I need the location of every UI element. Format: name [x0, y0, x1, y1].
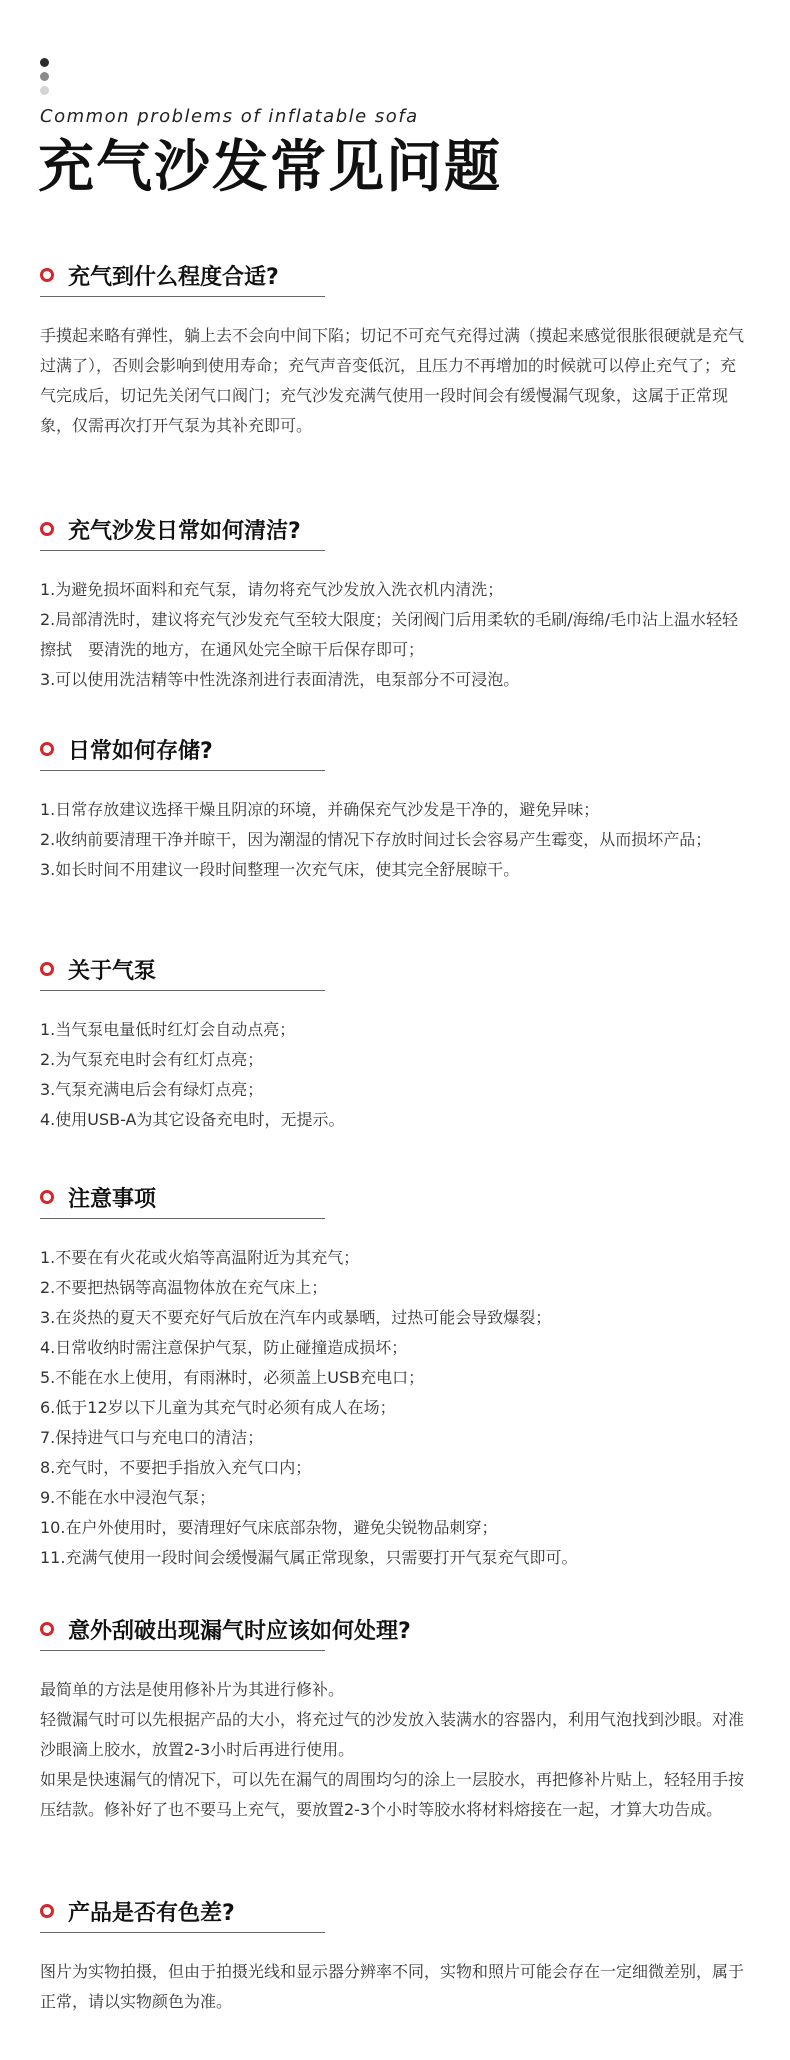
red-ring-icon — [40, 522, 54, 536]
section-leak-repair — [40, 1612, 750, 1825]
dot-dark — [40, 58, 49, 67]
section-header — [40, 952, 750, 986]
section-body — [40, 1243, 750, 1573]
section-divider — [40, 1650, 325, 1651]
section-divider — [40, 1218, 325, 1219]
section-color-difference — [40, 1894, 750, 2017]
section-title: 日常如何存储? — [68, 738, 213, 764]
paragraph: 如果是快速漏气的情况下，可以先在漏气的周围均匀的涂上一层胶水，再把修补片贴上，轻轻用手按压结款。修补好了也不要马上充气，要放置2-3个小时等胶水将材料熔接在一起，才算大功告成。 — [40, 1770, 745, 1819]
list-item: 4.日常收纳时需注意保护气泵，防止碰撞造成损坏； — [40, 1338, 408, 1357]
list-item: 3.可以使用洗洁精等中性洗涤剂进行表面清洗，电泵部分不可浸泡。 — [40, 670, 520, 689]
section-body — [40, 1675, 750, 1825]
section-header — [40, 1612, 750, 1646]
section-body — [40, 1015, 750, 1135]
decorative-dots — [40, 58, 50, 100]
dot-mid — [40, 72, 49, 81]
section-title: 产品是否有色差? — [68, 1900, 235, 1926]
section-divider — [40, 770, 325, 771]
section-header — [40, 1180, 750, 1214]
paragraph: 最简单的方法是使用修补片为其进行修补。 — [40, 1680, 345, 1699]
section-header — [40, 1894, 750, 1928]
paragraph: 图片为实物拍摄，但由于拍摄光线和显示器分辨率不同，实物和照片可能会存在一定细微差别，属于正常，请以实物颜色为准。 — [40, 1962, 745, 2011]
list-item: 2.为气泵充电时会有红灯点亮； — [40, 1050, 264, 1069]
list-item: 8.充气时，不要把手指放入充气口内； — [40, 1458, 312, 1477]
list-item: 3.气泵充满电后会有绿灯点亮； — [40, 1080, 264, 1099]
section-header — [40, 512, 750, 546]
red-ring-icon — [40, 268, 54, 282]
section-divider — [40, 1932, 325, 1933]
section-divider — [40, 550, 325, 551]
list-item: 1.不要在有火花或火焰等高温附近为其充气； — [40, 1248, 360, 1267]
section-title: 关于气泵 — [68, 958, 157, 984]
section-body — [40, 575, 750, 695]
section-header — [40, 258, 750, 292]
page-title: 充气沙发常见问题 — [38, 135, 502, 200]
list-item: 10.在户外使用时，要清理好气床底部杂物，避免尖锐物品刺穿； — [40, 1518, 498, 1537]
paragraph: 手摸起来略有弹性，躺上去不会向中间下陷；切记不可充气充得过满（摸起来感觉很胀很硬就是充气过满了），否则会影响到使用寿命；充气声音变低沉，且压力不再增加的时候就可以停止充气了；充气完成后，切记先关闭气口阀门；充气沙发充满气使用一段时间会有缓慢漏气现象，这属于正常现象，仅需再次打开气泵为其补充即可。 — [40, 326, 745, 435]
list-item: 7.保持进气口与充电口的清洁； — [40, 1428, 264, 1447]
red-ring-icon — [40, 742, 54, 756]
section-inflation-level — [40, 258, 750, 441]
section-title: 意外刮破出现漏气时应该如何处理? — [68, 1618, 411, 1644]
section-title: 注意事项 — [68, 1186, 157, 1212]
section-divider — [40, 296, 325, 297]
section-air-pump — [40, 952, 750, 1135]
section-title: 充气到什么程度合适? — [68, 264, 279, 290]
paragraph: 轻微漏气时可以先根据产品的大小，将充过气的沙发放入装满水的容器内，利用气泡找到沙眼。对准沙眼滴上胶水，放置2-3小时后再进行使用。 — [40, 1710, 745, 1759]
red-ring-icon — [40, 1622, 54, 1636]
section-precautions — [40, 1180, 750, 1573]
list-item: 6.低于12岁以下儿童为其充气时必须有成人在场； — [40, 1398, 396, 1417]
list-item: 2.收纳前要清理干净并晾干，因为潮湿的情况下存放时间过长会容易产生霉变，从而损坏产品； — [40, 830, 712, 849]
dot-light — [40, 86, 49, 95]
section-body — [40, 795, 750, 885]
list-item: 11.充满气使用一段时间会缓慢漏气属正常现象，只需要打开气泵充气即可。 — [40, 1548, 578, 1567]
list-item: 1.为避免损坏面料和充气泵，请勿将充气沙发放入洗衣机内清洗； — [40, 580, 504, 599]
list-item: 2.局部清洗时，建议将充气沙发充气至较大限度；关闭阀门后用柔软的毛刷/海绵/毛巾沾上温水轻轻擦拭 要清洗的地方，在通风处完全晾干后保存即可； — [40, 610, 739, 659]
list-item: 3.在炎热的夏天不要充好气后放在汽车内或暴晒，过热可能会导致爆裂； — [40, 1308, 552, 1327]
list-item: 4.使用USB-A为其它设备充电时，无提示。 — [40, 1110, 345, 1129]
section-cleaning — [40, 512, 750, 695]
red-ring-icon — [40, 962, 54, 976]
list-item: 3.如长时间不用建议一段时间整理一次充气床，使其完全舒展晾干。 — [40, 860, 520, 879]
list-item: 9.不能在水中浸泡气泵； — [40, 1488, 216, 1507]
red-ring-icon — [40, 1190, 54, 1204]
section-body — [40, 321, 750, 441]
list-item: 1.当气泵电量低时红灯会自动点亮； — [40, 1020, 296, 1039]
section-header — [40, 732, 750, 766]
section-title: 充气沙发日常如何清洁? — [68, 518, 301, 544]
red-ring-icon — [40, 1904, 54, 1918]
section-divider — [40, 990, 325, 991]
section-body — [40, 1957, 750, 2017]
list-item: 2.不要把热锅等高温物体放在充气床上； — [40, 1278, 328, 1297]
list-item: 5.不能在水上使用，有雨淋时，必须盖上USB充电口； — [40, 1368, 425, 1387]
page-subtitle: Common problems of inflatable sofa — [40, 106, 419, 127]
list-item: 1.日常存放建议选择干燥且阴凉的环境，并确保充气沙发是干净的，避免异味； — [40, 800, 600, 819]
section-storage — [40, 732, 750, 885]
